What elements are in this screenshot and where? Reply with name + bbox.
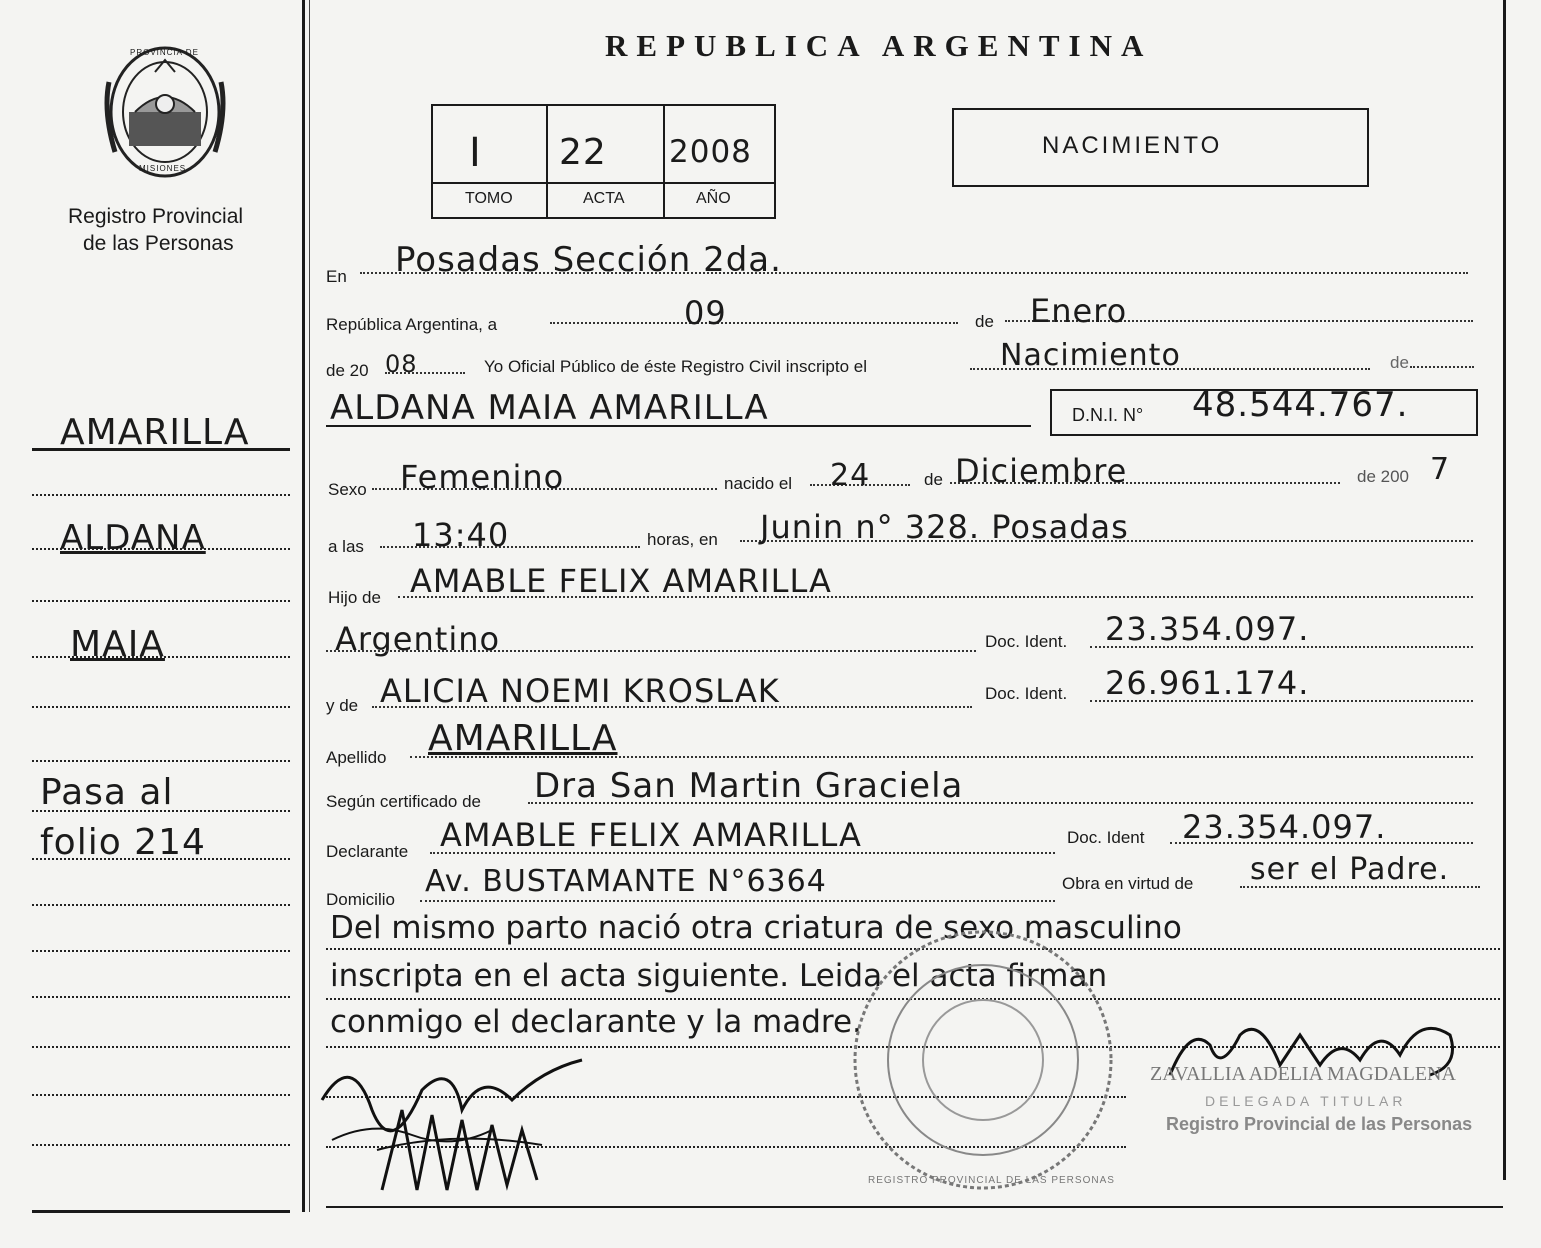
label-horas-en: horas, en <box>647 530 718 549</box>
tomo-label: TOMO <box>465 190 513 207</box>
seal-bottom-text: MISIONES <box>139 164 187 173</box>
field-sexo: Femenino <box>400 458 565 496</box>
seal-top-text: PROVINCIA DE <box>130 48 199 57</box>
observation-line-3: conmigo el declarante y la madre. <box>330 1004 862 1040</box>
field-domicilio: Av. BUSTAMANTE N°6364 <box>425 864 827 899</box>
country-title: REPUBLICA ARGENTINA <box>605 28 1153 63</box>
field-certificado: Dra San Martin Graciela <box>534 766 964 806</box>
label-segun: Según certificado de <box>326 792 481 811</box>
official-name: ZAVALLIA ADELIA MAGDALENA <box>1150 1063 1456 1085</box>
label-y-de: y de <box>326 696 359 715</box>
margin-middle-name: MAIA <box>70 624 165 665</box>
label-hijo-de: Hijo de <box>328 588 381 607</box>
label-nacido-el: nacido el <box>724 474 793 493</box>
label-dni: D.N.I. N° <box>1072 405 1144 425</box>
field-mes: Enero <box>1030 292 1128 330</box>
field-dni: 48.544.767. <box>1192 385 1409 425</box>
provincial-seal <box>95 42 235 182</box>
label-en: En <box>326 267 347 286</box>
label-de-20: de 20 <box>326 361 369 380</box>
official-office: Registro Provincial de las Personas <box>1166 1114 1473 1134</box>
label-declarante: Declarante <box>326 842 409 861</box>
field-nombre-completo: ALDANA MAIA AMARILLA <box>330 388 769 428</box>
label-apellido: Apellido <box>326 748 387 767</box>
margin-note-line1: Pasa al <box>40 772 174 813</box>
tomo-value: I <box>469 130 482 176</box>
record-type: NACIMIENTO <box>1042 132 1223 159</box>
label-de: de <box>975 312 994 331</box>
observation-line-1: Del mismo parto nació otra criatura de sexo masculino <box>330 910 1182 946</box>
margin-divider-inner <box>309 0 310 1212</box>
field-madre-doc: 26.961.174. <box>1105 664 1310 702</box>
field-apellido: AMARILLA <box>428 718 618 759</box>
acta-value: 22 <box>559 132 607 173</box>
margin-divider <box>302 0 305 1212</box>
record-type-box <box>952 108 1369 187</box>
observation-line-2: inscripta en el acta siguiente. Leida el acta firman <box>330 958 1108 994</box>
label-republica: República Argentina, a <box>326 315 498 334</box>
margin-note-line2: folio 214 <box>40 822 206 863</box>
label-de-mid: de <box>924 470 943 489</box>
label-de-200: de 200 <box>1357 467 1409 486</box>
field-obra: ser el Padre. <box>1250 852 1450 887</box>
field-lugar-nacimiento: Junin n° 328. Posadas <box>760 508 1129 546</box>
label-doc-ident-1: Doc. Ident. <box>985 632 1068 651</box>
registry-name-line1: Registro Provincial <box>68 205 244 228</box>
margin-first-name: ALDANA <box>60 518 206 558</box>
official-role: DELEGADA TITULAR <box>1205 1093 1407 1109</box>
label-a-las: a las <box>328 537 364 556</box>
field-inscripto: Nacimiento <box>1000 338 1181 373</box>
field-declarante-doc: 23.354.097. <box>1182 808 1387 846</box>
field-padre-doc: 23.354.097. <box>1105 610 1310 648</box>
signature-madre <box>372 1090 562 1200</box>
acta-label: ACTA <box>583 190 625 207</box>
field-madre: ALICIA NOEMI KROSLAK <box>380 672 780 710</box>
field-nacido-anio-suffix: 7 <box>1430 452 1451 487</box>
field-lugar: Posadas Sección 2da. <box>395 240 782 280</box>
field-nacido-dia: 24 <box>830 458 871 493</box>
dni-box <box>1050 385 1478 436</box>
label-doc-ident-2: Doc. Ident. <box>985 684 1068 703</box>
label-yo-oficial: Yo Oficial Público de éste Registro Civil inscripto el <box>484 357 867 376</box>
field-hora: 13:40 <box>412 516 510 554</box>
label-de-right: de <box>1390 353 1409 372</box>
label-sexo: Sexo <box>328 480 367 499</box>
field-padre-nacionalidad: Argentino <box>335 620 501 658</box>
label-domicilio: Domicilio <box>326 890 395 909</box>
anio-label: AÑO <box>696 190 731 207</box>
field-nacido-mes: Diciembre <box>955 452 1128 490</box>
registry-name-line2: de las Personas <box>83 232 234 255</box>
record-numbers-table <box>431 104 776 219</box>
field-dia: 09 <box>684 294 727 332</box>
anio-value: 2008 <box>669 134 752 170</box>
margin-surname: AMARILLA <box>60 412 250 453</box>
official-stamp <box>848 925 1118 1195</box>
stamp-text: REGISTRO PROVINCIAL DE LAS PERSONAS <box>868 1175 1115 1186</box>
label-obra: Obra en virtud de <box>1062 874 1194 893</box>
field-anio-suffix: 08 <box>385 350 418 378</box>
label-doc-ident-3: Doc. Ident <box>1067 828 1145 847</box>
page-right-border <box>1503 0 1506 1180</box>
field-declarante: AMABLE FELIX AMARILLA <box>440 816 862 854</box>
field-padre: AMABLE FELIX AMARILLA <box>410 562 832 600</box>
